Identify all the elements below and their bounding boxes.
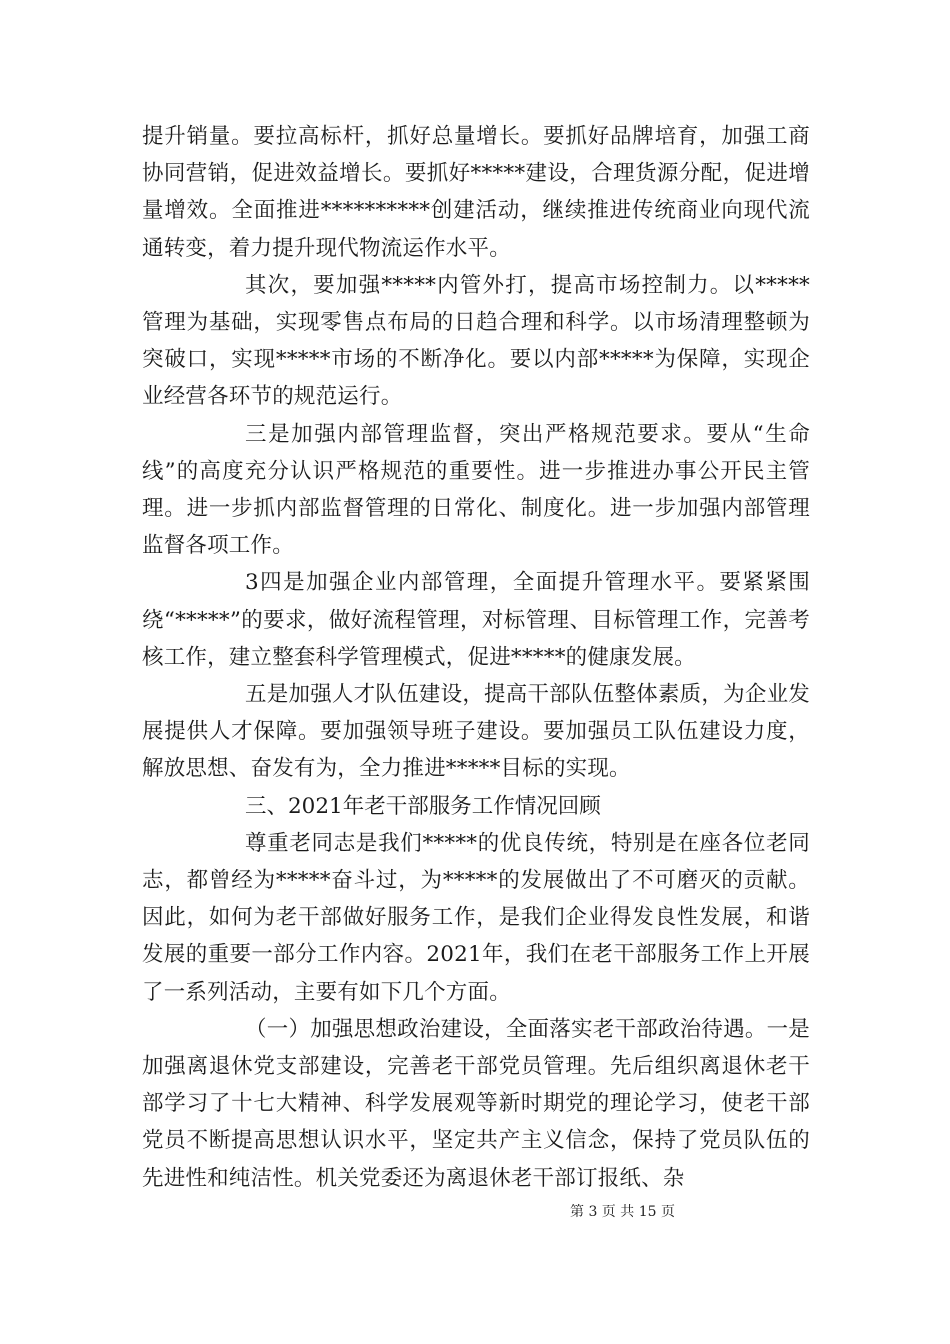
- paragraph-talent-building: 五是加强人才队伍建设，提高干部队伍整体素质，为企业发展提供人才保障。要加强领导班子建设。要加强员工队伍建设力度，解放思想、奋发有为，全力推进*****目标的实现。: [142, 682, 810, 782]
- document-body: [142, 118, 810, 1197]
- paragraph-market-control: 其次，要加强*****内管外打，提高市场控制力。以*****管理为基础，实现零售点布局的日趋合理和科学。以市场清理整顿为突破口，实现*****市场的不断净化。要以内部*****为保障，实现企业经营各环节的规范运行。: [142, 272, 810, 410]
- section-heading: 三、2021年老干部服务工作情况回顾: [245, 793, 601, 819]
- paragraph-internal-management: 3四是加强企业内部管理，全面提升管理水平。要紧紧围绕“*****”的要求，做好流程管理，对标管理、目标管理工作，完善考核工作，建立整套科学管理模式，促进*****的健康发展。: [142, 570, 810, 670]
- page-number-footer: 第 3 页 共 15 页: [570, 1204, 675, 1220]
- paragraph-political-building: （一）加强思想政治建设，全面落实老干部政治待遇。一是加强离退休党支部建设，完善老干部党员管理。先后组织离退休老干部学习了十七大精神、科学发展观等新时期党的理论学习，使老干部党员不断提高思想认识水平，坚定共产主义信念，保持了党员队伍的先进性和纯洁性。机关党委还为离退休老干部订报纸、杂: [142, 1016, 810, 1191]
- paragraph-internal-supervision: 三是加强内部管理监督，突出严格规范要求。要从“生命线”的高度充分认识严格规范的重要性。进一步推进办事公开民主管理。进一步抓内部监督管理的日常化、制度化。进一步加强内部管理监督各项工作。: [142, 421, 810, 559]
- paragraph-continuation: 提升销量。要拉高标杆，抓好总量增长。要抓好品牌培育，加强工商协同营销，促进效益增长。要抓好*****建设，合理货源分配，促进增量增效。全面推进**********创建活动，继续推进传统商业向现代流通转变，着力提升现代物流运作水平。: [142, 124, 810, 261]
- paragraph-respect-veterans: 尊重老同志是我们*****的优良传统，特别是在座各位老同志，都曾经为*****奋斗过，为*****的发展做出了不可磨灭的贡献。因此，如何为老干部做好服务工作，是我们企业得发良性发展，和谐发展的重要一部分工作内容。2021年，我们在老干部服务工作上开展了一系列活动，主要有如下几个方面。: [142, 830, 810, 1005]
